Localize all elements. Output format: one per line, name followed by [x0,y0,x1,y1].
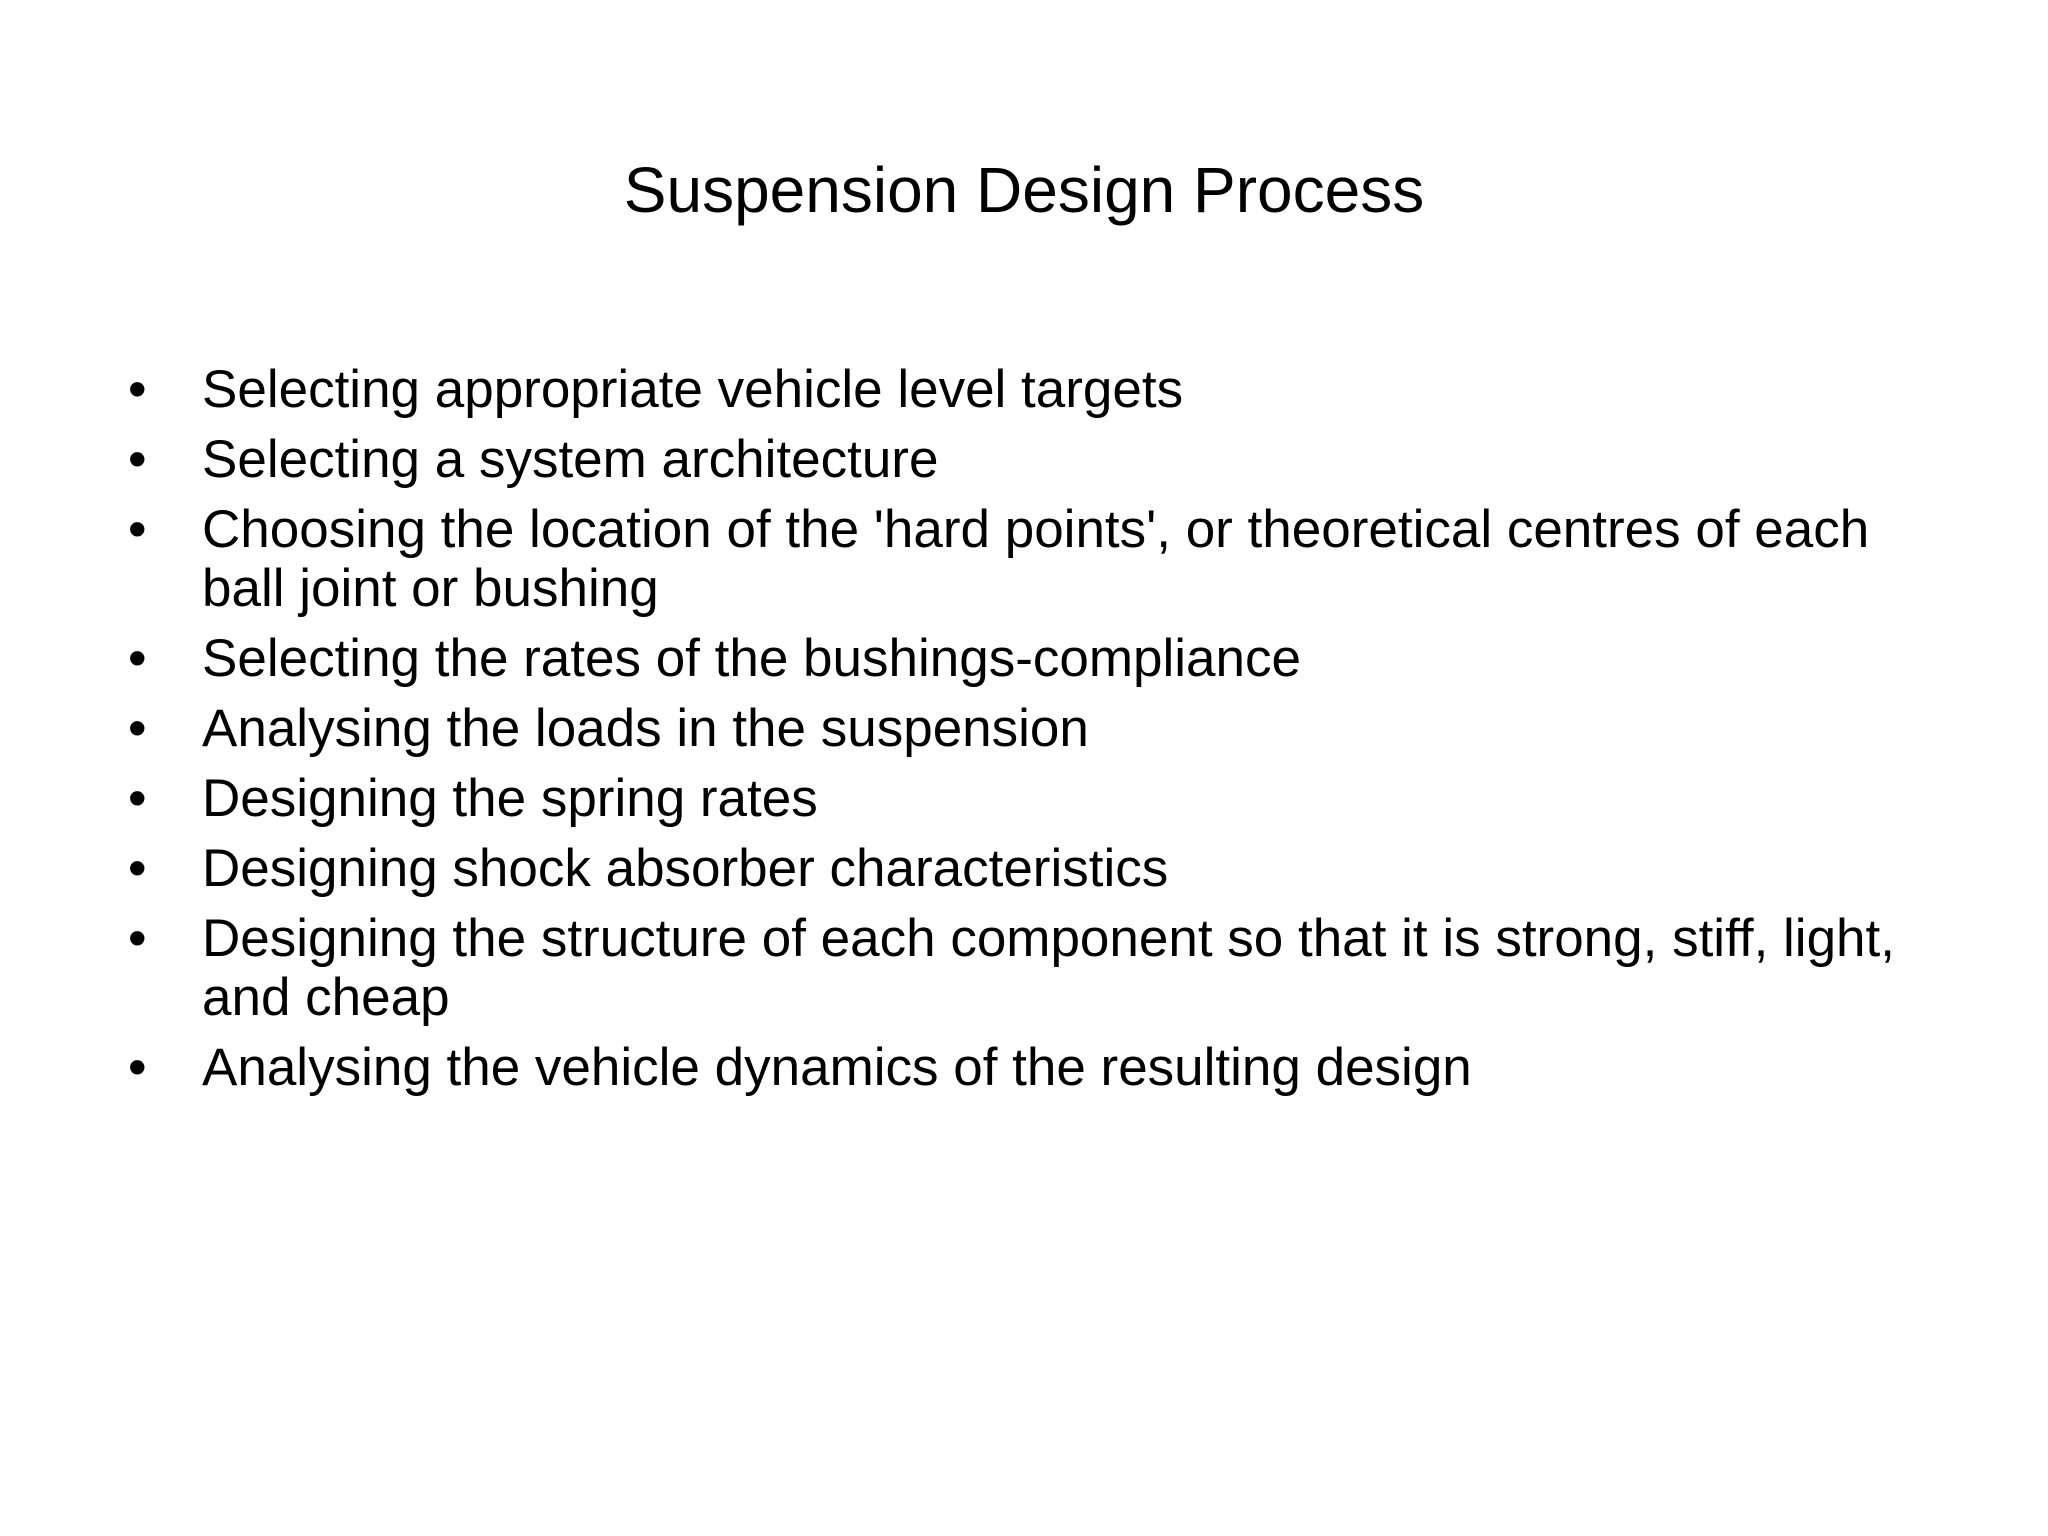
slide-title: Suspension Design Process [623,154,1425,226]
bullet-item [118,629,1948,688]
bullet-text: Analysing the vehicle dynamics of the resulting design [202,1038,1472,1097]
bullet-text: Analysing the loads in the suspension [202,699,1089,758]
bullet-icon: • [128,629,147,688]
bullet-icon: • [128,839,147,898]
bullet-text: Designing the spring rates [202,769,818,828]
bullet-text: Choosing the location of the 'hard points', or theoretical centres of each ball joint or bushing [202,500,1870,618]
bullet-item [118,500,1948,618]
bullet-icon: • [128,430,147,489]
bullet-item [118,839,1948,898]
bullet-text: Selecting appropriate vehicle level targets [202,360,1184,419]
bullet-item [118,360,1948,419]
bullet-item [118,909,1948,1027]
bullet-icon: • [128,769,147,828]
bullet-icon: • [128,699,147,758]
bullet-item [118,699,1948,758]
bullet-icon: • [128,360,147,419]
bullet-text: Selecting the rates of the bushings-compliance [202,629,1301,688]
bullet-icon: • [128,909,147,968]
bullet-item [118,430,1948,489]
bullet-icon: • [128,1038,147,1097]
bullet-text: Designing the structure of each component so that it is strong, stiff, light, and cheap [202,909,1895,1027]
bullet-list [118,360,1948,1108]
bullet-text: Selecting a system architecture [202,430,939,489]
bullet-text: Designing shock absorber characteristics [202,839,1169,898]
bullet-item [118,1038,1948,1097]
bullet-icon: • [128,500,147,559]
bullet-item [118,769,1948,828]
